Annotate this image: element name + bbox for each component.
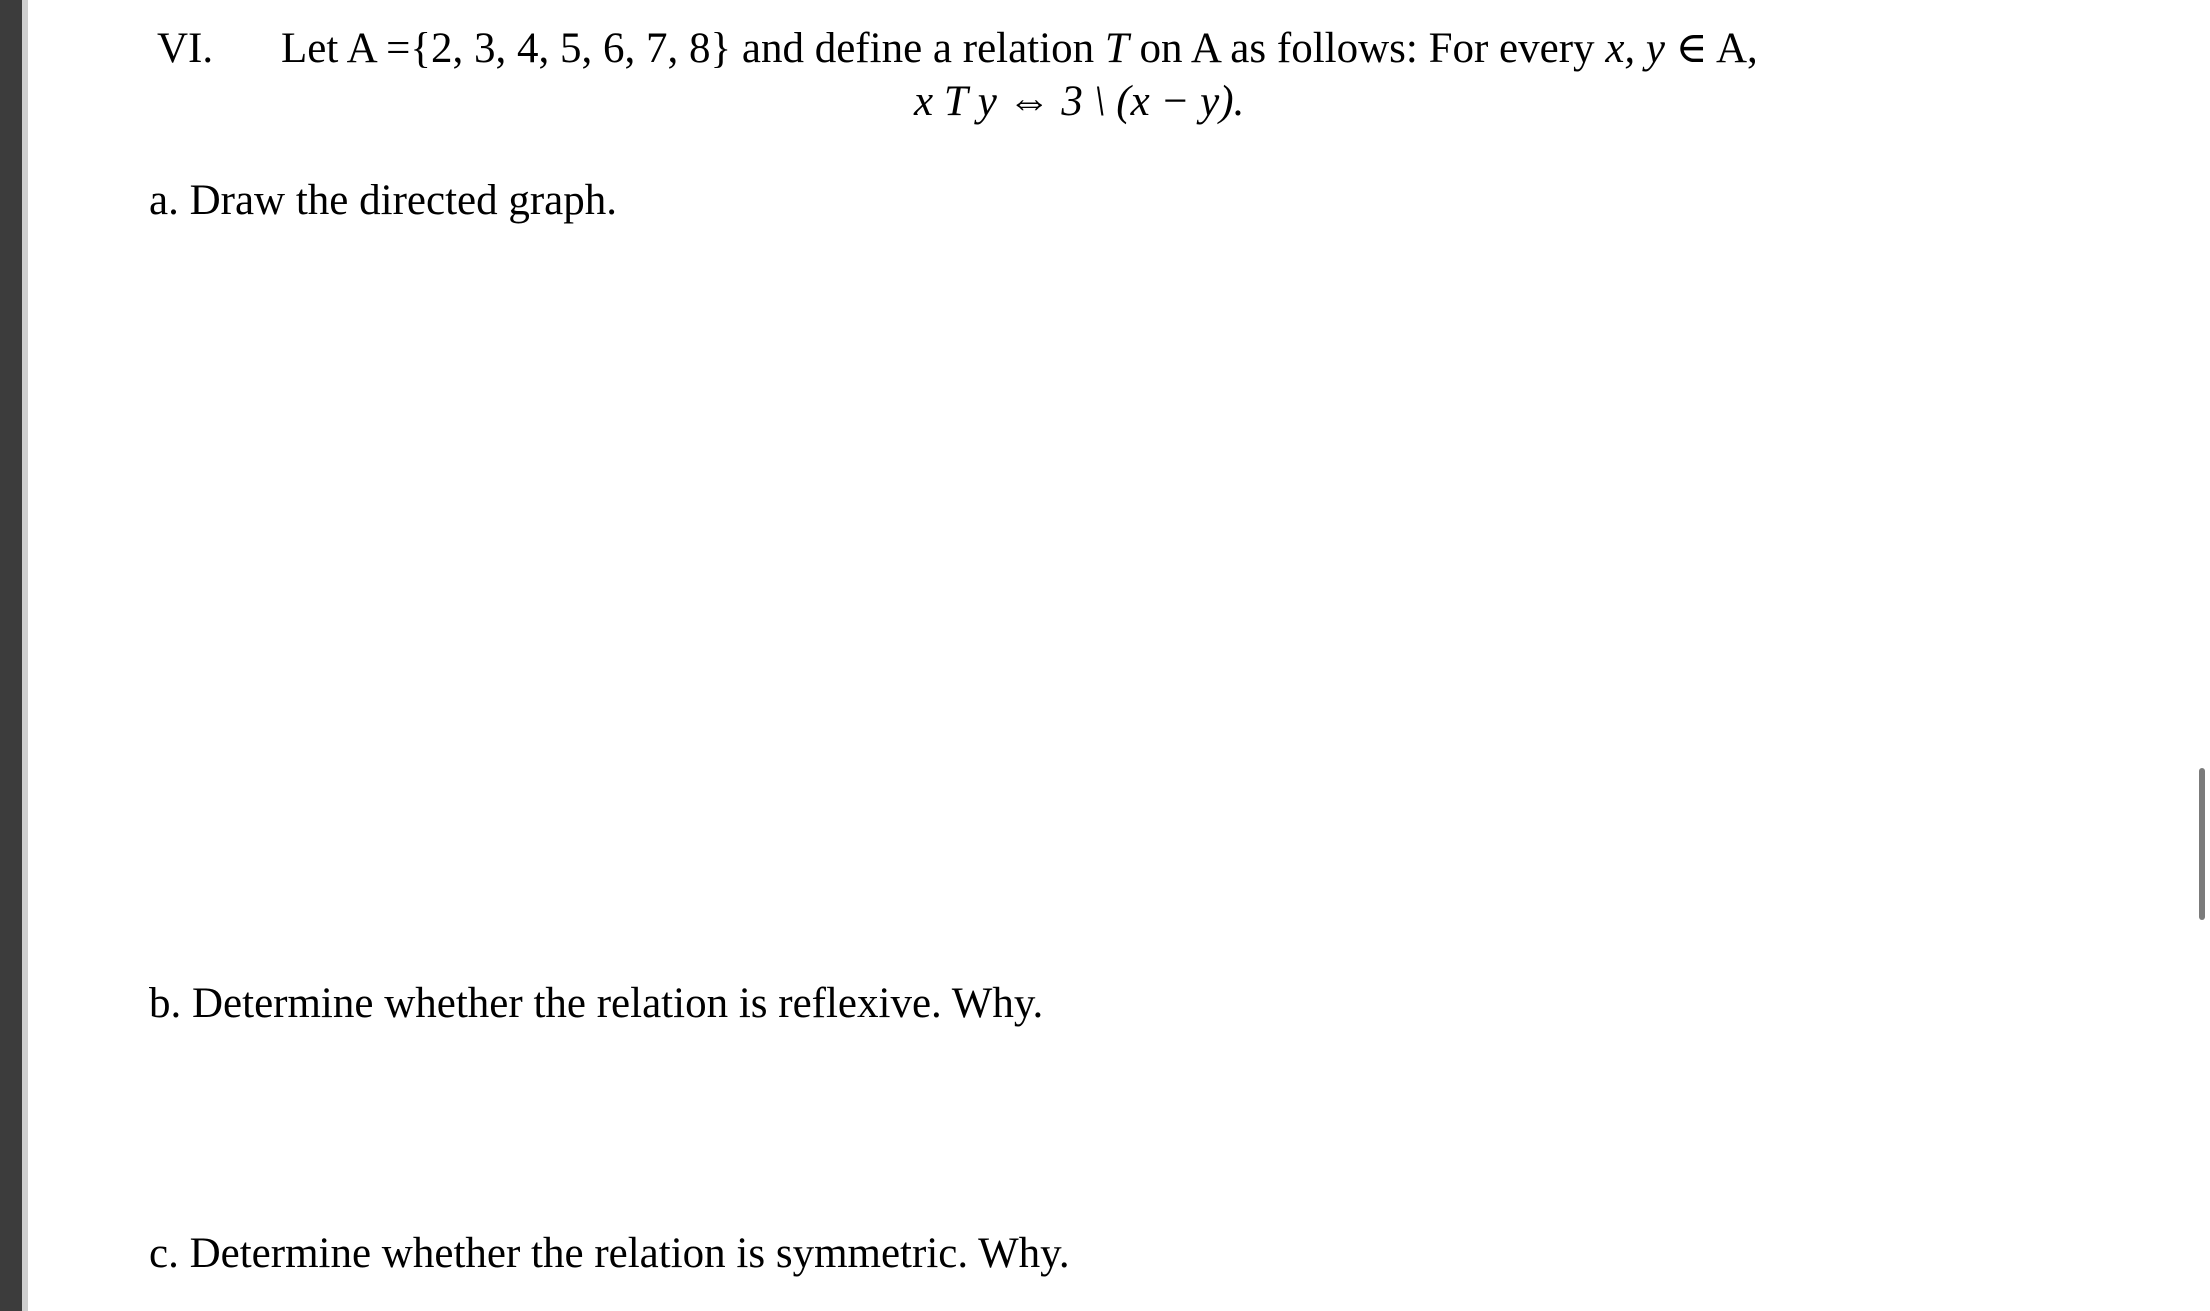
problem-element-of: ∈ A, xyxy=(1664,25,1758,72)
question-a: a. Draw the directed graph. xyxy=(149,177,618,224)
problem-intro-prefix: Let A ={2, 3, 4, 5, 6, 7, 8} and define a relation xyxy=(281,25,1105,72)
definition-lhs: x T y xyxy=(914,78,997,125)
definition-rhs: 3 \ (x − y). xyxy=(1061,78,1245,125)
relation-symbol: T xyxy=(1104,25,1129,72)
problem-variables: x, y xyxy=(1605,25,1665,72)
problem-intro-suffix: on A as follows: For every xyxy=(1128,25,1606,72)
relation-definition xyxy=(914,75,1244,129)
question-c: c. Determine whether the relation is symmetric. Why. xyxy=(149,1230,1070,1277)
problem-statement xyxy=(281,22,1758,76)
scrollbar-thumb[interactable] xyxy=(2199,768,2205,920)
definition-iff: ⇔ xyxy=(996,78,1062,125)
vertical-scrollbar[interactable] xyxy=(2196,0,2210,1311)
question-b: b. Determine whether the relation is reflexive. Why. xyxy=(149,980,1044,1027)
problem-number: VI. xyxy=(157,25,214,72)
